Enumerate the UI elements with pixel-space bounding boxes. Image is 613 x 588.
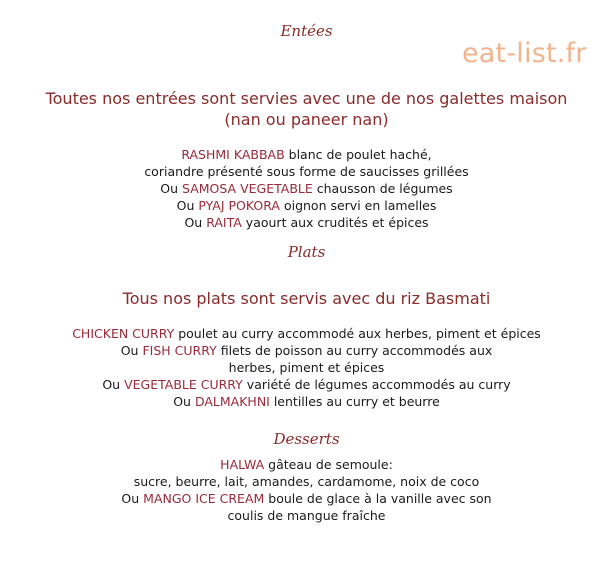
menu-item-halwa bbox=[0, 456, 613, 473]
dish-name: PYAJ POKORA bbox=[198, 198, 280, 213]
menu-item-chicken-curry bbox=[0, 325, 613, 342]
entrees-intro-line-2: (nan ou paneer nan) bbox=[224, 110, 389, 129]
dish-description-continued: coulis de mangue fraîche bbox=[227, 508, 386, 523]
dish-name: SAMOSA VEGETABLE bbox=[182, 181, 313, 196]
dish-description: gâteau de semoule: bbox=[264, 457, 393, 472]
or-prefix: Ou bbox=[120, 343, 143, 358]
dish-description: yaourt aux crudités et épices bbox=[241, 215, 429, 230]
plats-list bbox=[0, 325, 613, 410]
section-title-entrees: Entées bbox=[280, 22, 333, 40]
entrees-intro bbox=[0, 88, 613, 130]
entrees-intro-line-1: Toutes nos entrées sont servies avec une de nos galettes maison bbox=[45, 89, 568, 108]
plats-intro bbox=[0, 288, 613, 309]
dish-name: HALWA bbox=[220, 457, 265, 472]
menu-item-rashmi-kabbab bbox=[0, 146, 613, 163]
dish-description: blanc de poulet haché, bbox=[284, 147, 432, 162]
dish-description: boule de glace à la vanille avec son bbox=[264, 491, 492, 506]
dish-name: RASHMI KABBAB bbox=[181, 147, 285, 162]
plats-intro-line: Tous nos plats sont servis avec du riz Basmati bbox=[122, 289, 491, 308]
dish-name: CHICKEN CURRY bbox=[72, 326, 175, 341]
dish-description: chausson de légumes bbox=[312, 181, 453, 196]
or-prefix: Ou bbox=[160, 181, 183, 196]
watermark-logo: eat-list.fr bbox=[462, 38, 587, 69]
entrees-list bbox=[0, 146, 613, 231]
section-title-plats: Plats bbox=[287, 243, 326, 261]
desserts-list bbox=[0, 456, 613, 524]
menu-item-vegetable-curry bbox=[0, 376, 613, 393]
menu-item-pyaj-pokora bbox=[0, 197, 613, 214]
or-prefix: Ou bbox=[184, 215, 207, 230]
dish-name: DALMAKHNI bbox=[194, 394, 270, 409]
menu-item-fish-curry bbox=[0, 342, 613, 359]
menu-item-samosa-vegetable bbox=[0, 180, 613, 197]
dish-name: FISH CURRY bbox=[142, 343, 217, 358]
section-title-desserts: Desserts bbox=[273, 430, 340, 448]
dish-description-continued: sucre, beurre, lait, amandes, cardamome, noix de coco bbox=[133, 474, 480, 489]
dish-description: oignon servi en lamelles bbox=[279, 198, 437, 213]
menu-item-dalmakhni bbox=[0, 393, 613, 410]
or-prefix: Ou bbox=[121, 491, 144, 506]
dish-description: lentilles au curry et beurre bbox=[269, 394, 440, 409]
menu-item-mango-ice-cream bbox=[0, 490, 613, 507]
dish-description-continued: coriandre présenté sous forme de saucisses grillées bbox=[144, 164, 469, 179]
dish-name: VEGETABLE CURRY bbox=[124, 377, 243, 392]
dish-description: variété de légumes accommodés au curry bbox=[242, 377, 511, 392]
dish-description: poulet au curry accommodé aux herbes, piment et épices bbox=[174, 326, 541, 341]
or-prefix: Ou bbox=[176, 198, 199, 213]
dish-description: filets de poisson au curry accommodés aux bbox=[216, 343, 493, 358]
or-prefix: Ou bbox=[173, 394, 195, 409]
dish-name: RAITA bbox=[206, 215, 242, 230]
dish-name: MANGO ICE CREAM bbox=[143, 491, 265, 506]
menu-item-raita bbox=[0, 214, 613, 231]
dish-description-continued: herbes, piment et épices bbox=[228, 360, 385, 375]
or-prefix: Ou bbox=[102, 377, 125, 392]
